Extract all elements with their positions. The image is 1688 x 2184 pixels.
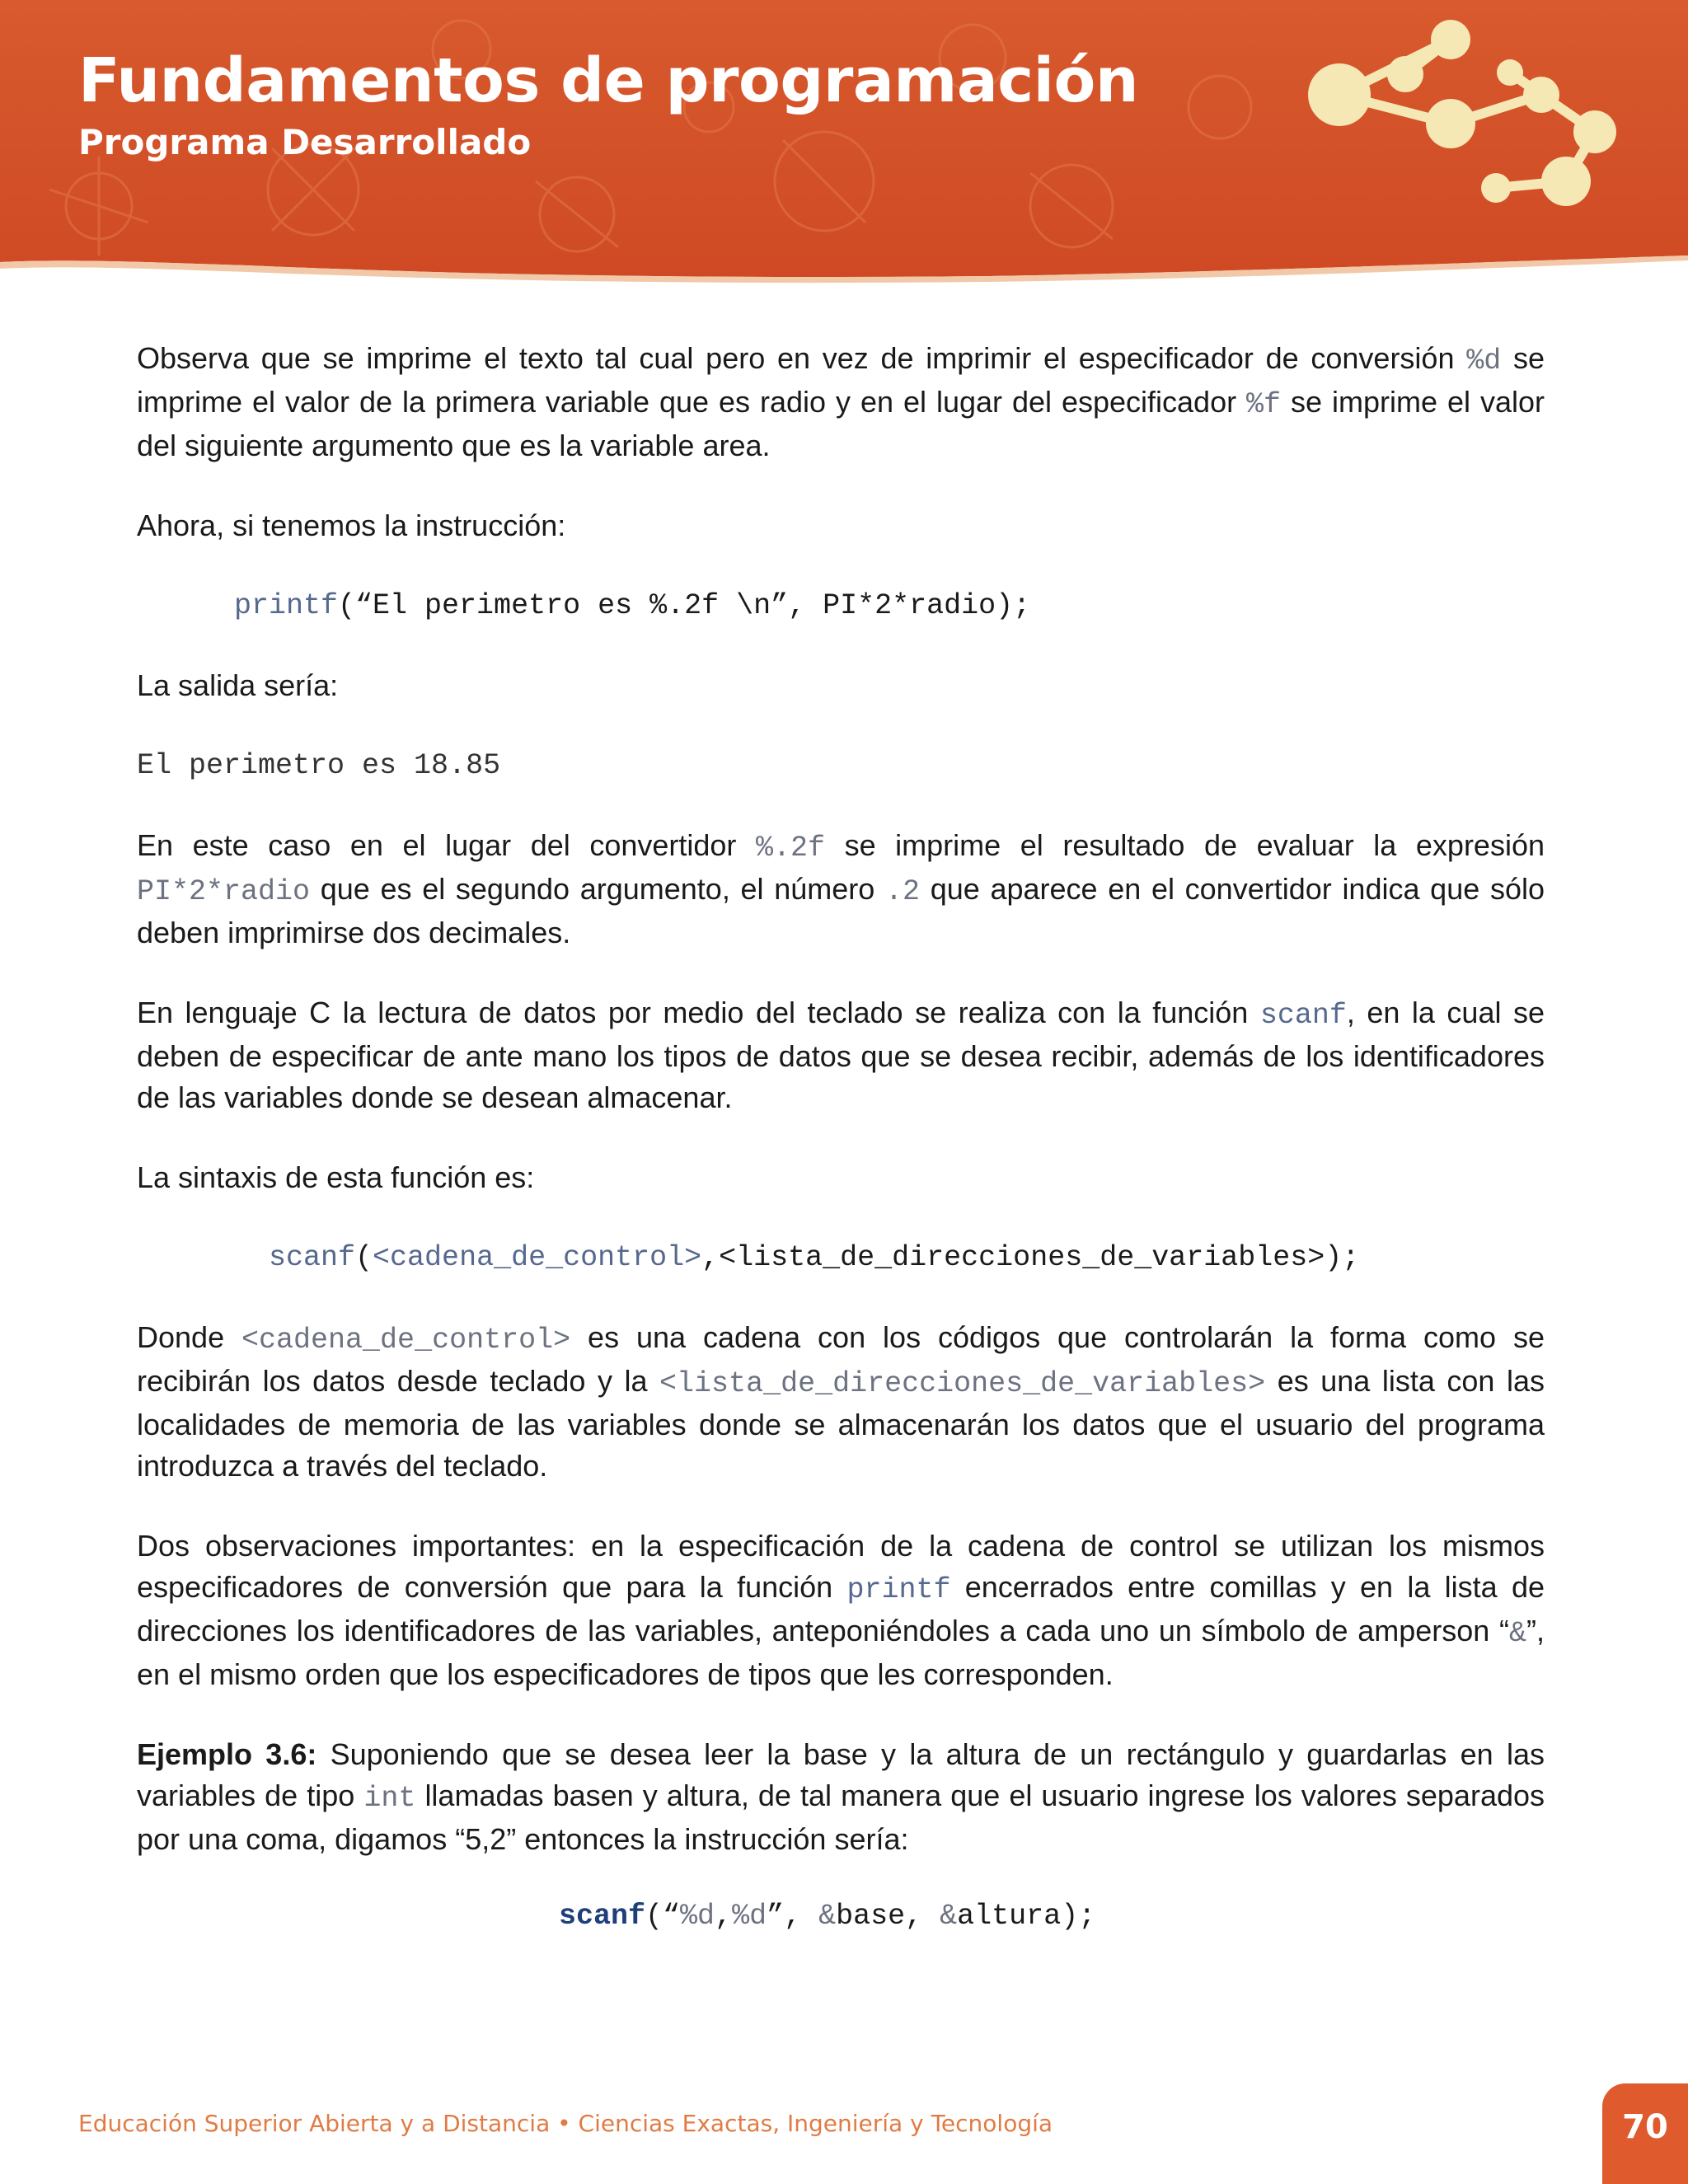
paragraph-observa [137,338,1545,466]
page-title: Fundamentos de programación [78,45,1139,116]
code-function: printf [234,589,339,622]
program-output: El perimetro es 18.85 [137,749,501,782]
code-printf-perimetro [137,585,1545,626]
text-run: , en la cual se deben de especificar de ante mano los tipos de datos que se desea recibir, además de los identificadores de las variables donde se desean almacenar. [137,996,1545,1114]
paragraph-sintaxis: La sintaxis de esta función es: [137,1160,535,1194]
paragraph-observaciones [137,1526,1545,1695]
paragraph-ejemplo [137,1734,1545,1860]
text-run: ”, en el mismo orden que los especificadores de tipos que les corresponden. [137,1614,1545,1691]
paragraph-ahora: Ahora, si tenemos la instrucción: [137,509,566,542]
paragraph-donde [137,1317,1545,1487]
text-run: se imprime el resultado de evaluar la expresión [825,828,1545,862]
code-args: ,<lista_de_direcciones_de_variables>); [701,1241,1360,1274]
code-scanf-syntax [137,1237,1545,1278]
text-run: que es el segundo argumento, el número [310,872,885,906]
code-token: altura); [957,1900,1096,1933]
paragraph-scanf-intro [137,992,1545,1118]
text-run: que aparece en el convertidor indica que sólo deben imprimirse dos decimales. [137,872,1545,949]
code-token: , [715,1900,733,1933]
text-run: Dos observaciones importantes: en la especificación de la cadena de control se utilizan los mismos especificadores de conversión que para la función [137,1529,1545,1604]
inline-code: %d [1466,344,1502,377]
code-token: ”, [767,1900,819,1933]
code-ampersand: & [818,1900,837,1933]
inline-code: printf [846,1573,951,1606]
inline-code: <cadena_de_control> [241,1324,571,1357]
code-function: scanf [559,1900,646,1933]
inline-code: <lista_de_direcciones_de_variables> [659,1367,1266,1400]
text-run: Suponiendo que se desea leer la base y la altura de un rectángulo y guardarlas en las variables de tipo [137,1737,1545,1812]
inline-code: PI*2*radio [137,875,311,908]
code-token: (“ [645,1900,681,1933]
text-run: es una lista con las localidades de memoria de las variables donde se almacenarán los datos que el usuario del programa introduzca a través del teclado. [137,1364,1545,1483]
text-run: llamadas basen y altura, de tal manera que el usuario ingrese los valores separados por una coma, digamos “5,2” entonces la instrucción sería: [137,1779,1545,1856]
text-run: En este caso en el lugar del convertidor [137,828,756,862]
inline-code: .2 [884,875,920,908]
inline-code: int [363,1782,416,1815]
code-args: (“El perimetro es %.2f \n”, PI*2*radio); [338,589,1031,622]
text-run: En lenguaje C la lectura de datos por medio del teclado se realiza con la función [137,996,1260,1029]
code-scanf-example [137,1896,1545,1937]
code-token: base, [836,1900,940,1933]
text-run: encerrados entre comillas y en la lista de direcciones los identificadores de las variables, anteponiéndoles a cada uno un símbolo de amperson “ [137,1570,1545,1647]
inline-code: %.2f [755,832,825,865]
paragraph-salida: La salida sería: [137,668,339,702]
page-number: 70 [1622,2108,1668,2146]
inline-code: scanf [1259,999,1347,1032]
inline-code: & [1508,1617,1526,1650]
code-ampersand: & [940,1900,958,1933]
inline-code: %f [1246,388,1282,421]
code-arg: <cadena_de_control> [373,1241,702,1274]
example-label: Ejemplo 3.6: [137,1737,317,1771]
page-subtitle: Programa Desarrollado [78,122,532,162]
code-function: scanf [269,1241,356,1274]
document-body [137,338,1545,1975]
code-format: %d [680,1900,715,1933]
header-banner [0,0,1688,288]
text-run: Observa que se imprime el texto tal cual pero en vez de imprimir el especificador de conversión [137,341,1467,375]
text-run: Donde [137,1320,242,1354]
paragraph-convertidor [137,825,1545,954]
code-paren: ( [355,1241,373,1274]
text-run: es una cadena con los códigos que controlarán la forma como se recibirán los datos desde teclado y la [137,1320,1545,1398]
code-format: %d [732,1900,767,1933]
footer-text: Educación Superior Abierta y a Distancia • Ciencias Exactas, Ingeniería y Tecnología [78,2110,1053,2137]
text-run: se imprime el valor de la primera variable que es radio y en el lugar del especificador [137,341,1545,419]
text-run: se imprime el valor del siguiente argumento que es la variable area. [137,385,1545,462]
